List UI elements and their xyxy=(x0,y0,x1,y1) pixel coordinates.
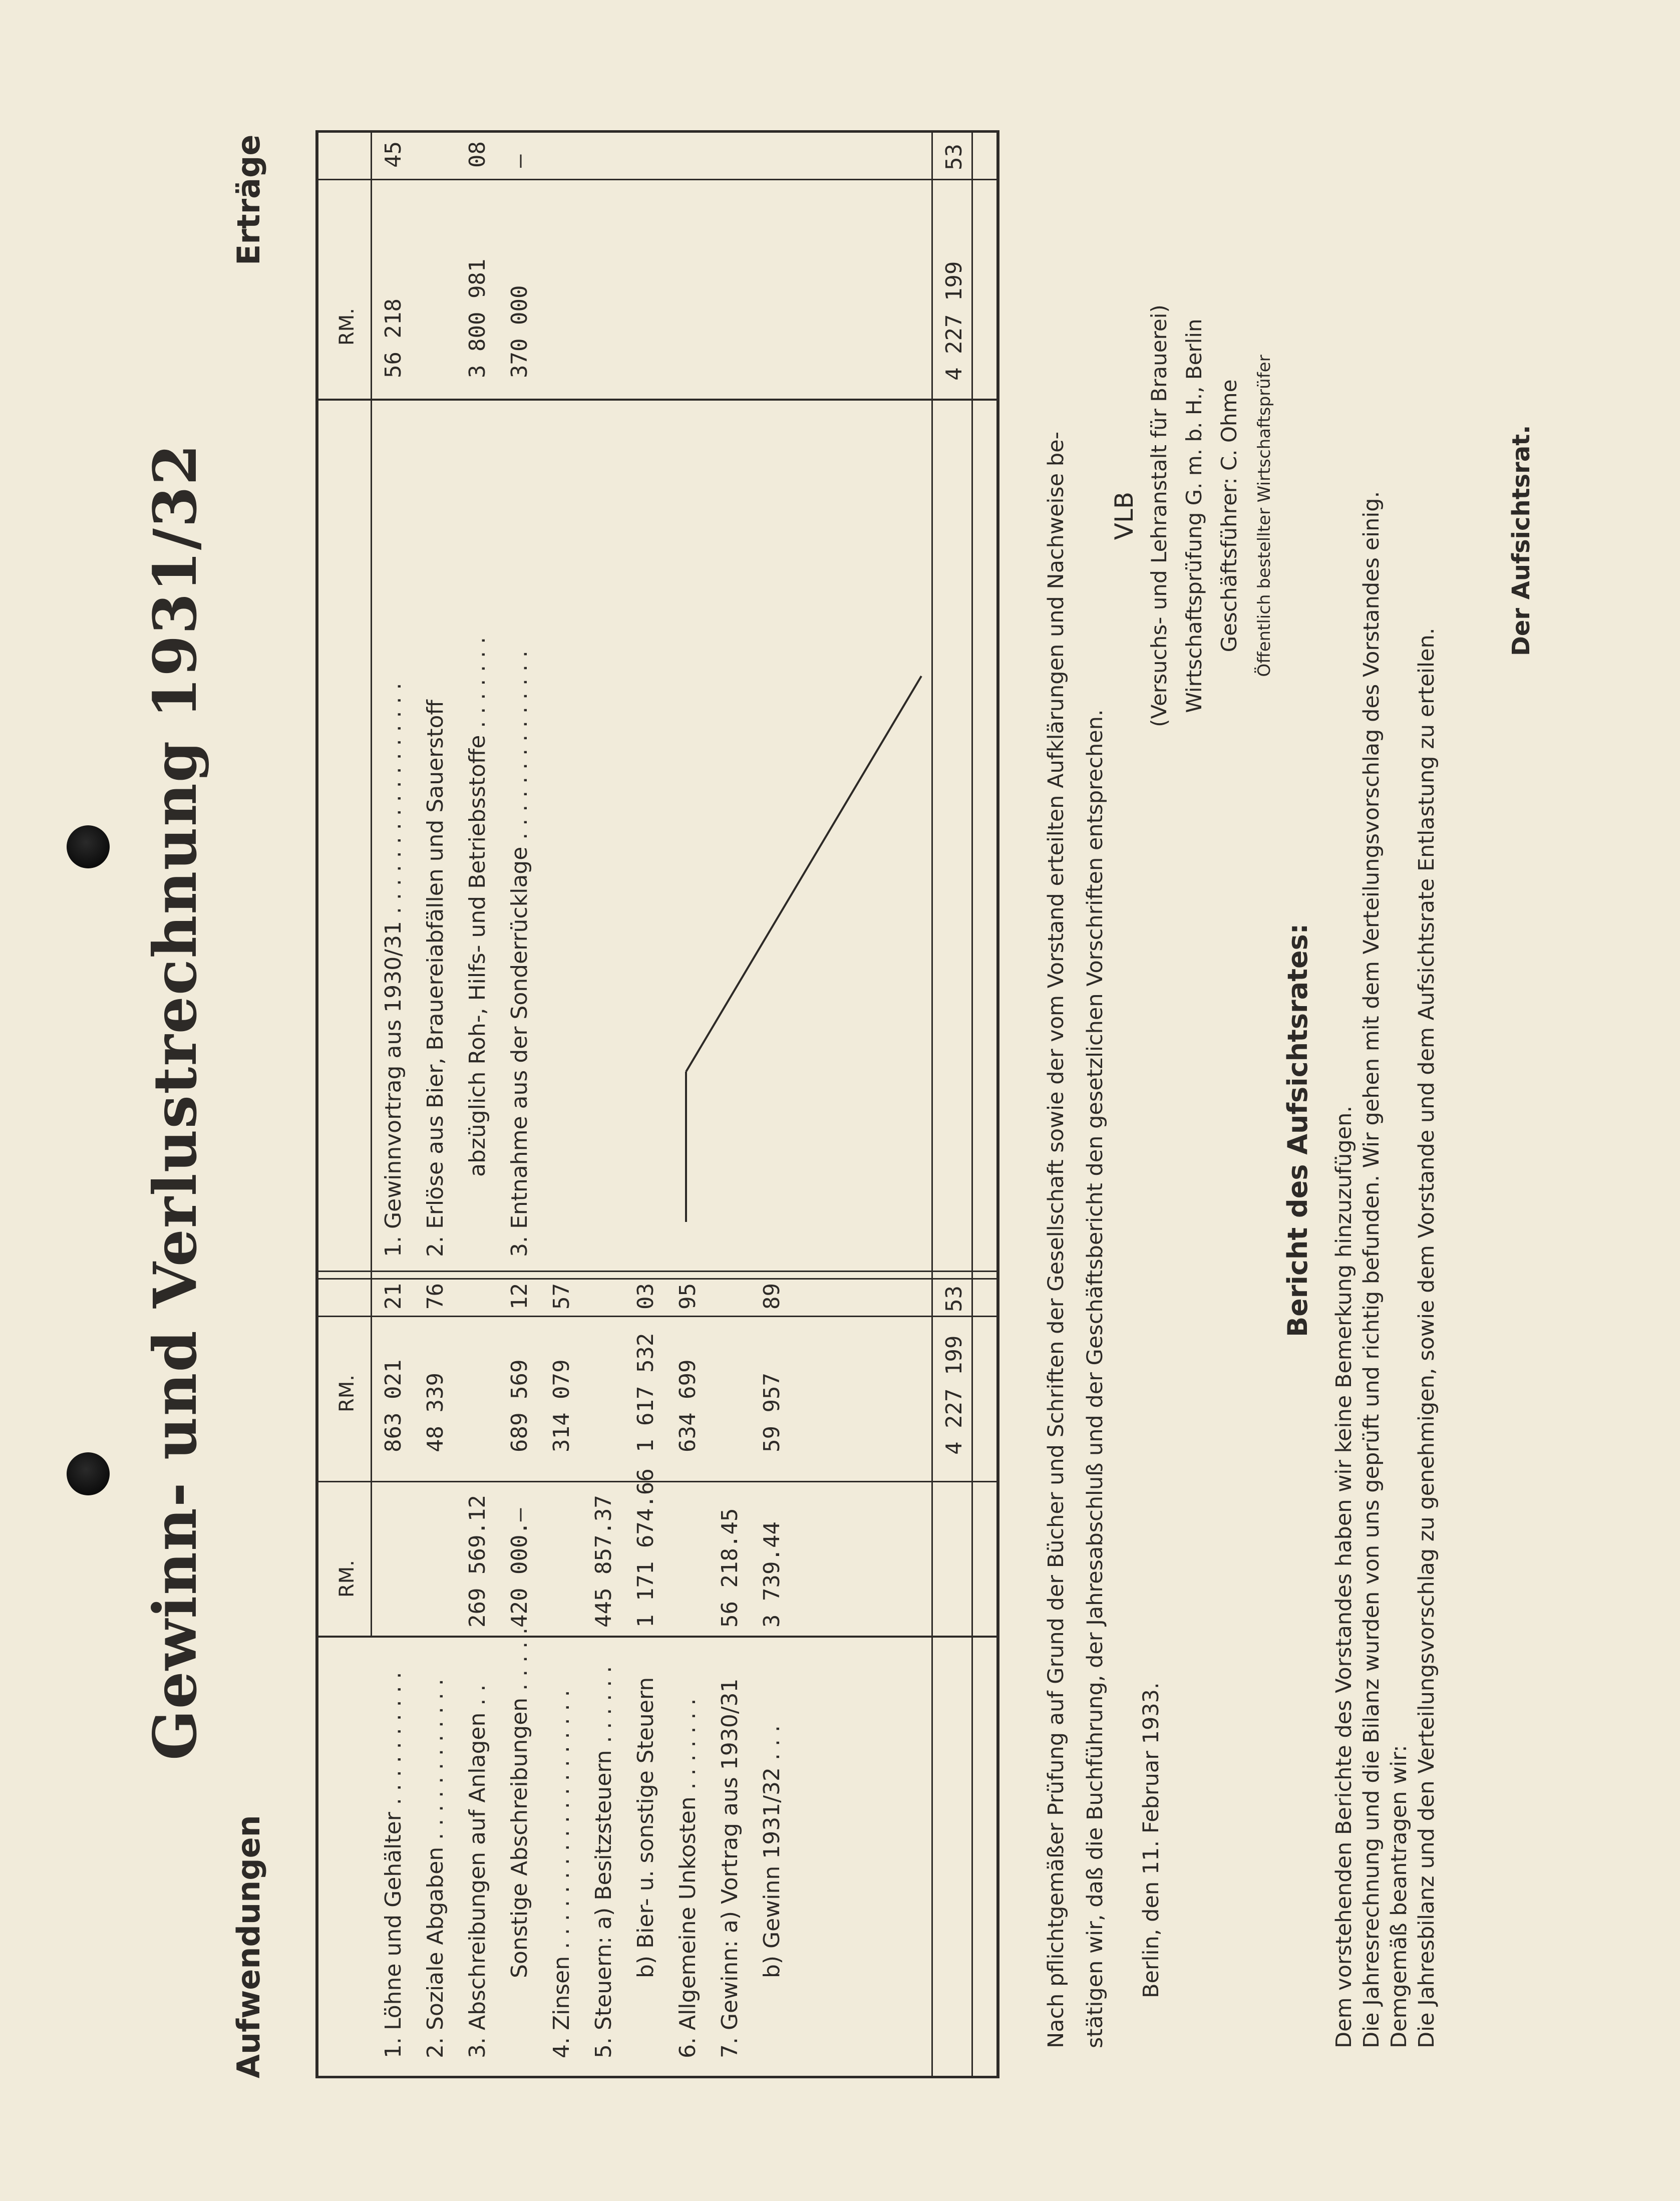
expenses-total-pf: 53 xyxy=(941,1286,967,1312)
expense-pfennig: 89 xyxy=(759,1283,785,1310)
income-label: 1. Gewinnvortrag aus 1930/31 . . . . . . . . . . . . . . . . . xyxy=(381,683,406,1257)
auditor-block xyxy=(1107,265,1282,766)
punch-hole-bottom xyxy=(67,1452,110,1495)
expense-pfennig: 03 xyxy=(633,1283,658,1310)
expense-pfennig: 12 xyxy=(507,1283,532,1310)
income-label: abzüglich Roh-, Hilfs- und Betriebsstoffe . . . . . . . xyxy=(465,637,490,1177)
expense-label: 6. Allgemeine Unkosten . . . . . . . xyxy=(675,1698,701,2058)
auditor-line-4: Öffentlich bestellter Wirtschaftsprüfer xyxy=(1254,355,1274,677)
expenses-heading: Aufwendungen xyxy=(230,1815,267,2078)
board-text-3: Demgemäß beantragen wir: xyxy=(1387,1745,1412,2048)
board-text-1: Dem vorstehenden Berichte des Vorstandes haben wir keine Bemerkung hinzuzufügen. xyxy=(1331,1105,1357,2048)
expense-pfennig: 57 xyxy=(549,1283,574,1310)
expense-label: 3. Abschreibungen auf Anlagen . . xyxy=(465,1684,490,2058)
board-heading: Bericht des Aufsichtsrates: xyxy=(1282,923,1313,1337)
page-title: Gewinn- und Verlustrechnung 1931/32 xyxy=(140,443,210,1761)
income-pfennig: 08 xyxy=(465,141,490,168)
audit-text-1: Nach pflichtgemäßer Prüfung auf Grund der Bücher und Schriften der Gesellschaft sowie der vom Vorstand erteilten Aufklärungen und Nachweise be- xyxy=(1044,431,1069,2048)
board-text-2: Die Jahresrechnung und die Bilanz wurden von uns geprüft und richtig befunden. Wir gehen mit dem Verteilungsvorschlag des Vorstandes einig. xyxy=(1359,491,1384,2048)
expense-amount: 48 339 xyxy=(423,1373,448,1452)
income-heading: Erträge xyxy=(230,134,267,265)
expense-sub-amount: 3 739.44 xyxy=(759,1521,785,1628)
expense-label: Sonstige Abschreibungen . . . . . xyxy=(507,1627,532,1978)
expense-pfennig: 21 xyxy=(381,1283,406,1310)
income-pfennig: — xyxy=(507,154,532,168)
expense-label: b) Gewinn 1931/32 . . . xyxy=(759,1725,785,1978)
expense-label: 5. Steuern: a) Besitzsteuern . . . . . . xyxy=(591,1666,616,2058)
income-amount: 3 800 981 xyxy=(465,258,490,378)
expense-sub-amount: 420 000.— xyxy=(507,1508,532,1628)
board-signature: Der Aufsichtsrat. xyxy=(1507,425,1535,656)
income-total: 4 227 199 xyxy=(941,261,967,381)
currency-sub-header: RM. xyxy=(335,1559,359,1598)
expense-amount: 1 617 532 xyxy=(633,1333,658,1452)
rotated-document xyxy=(140,125,1535,2078)
place-date: Berlin, den 11. Februar 1933. xyxy=(1139,1682,1164,1998)
income-pfennig: 45 xyxy=(381,141,406,168)
auditor-line-1: (Versuchs- und Lehranstalt für Brauerei) xyxy=(1147,304,1171,727)
expense-sub-amount: 445 857.37 xyxy=(591,1495,616,1628)
currency-income-header: RM. xyxy=(335,307,359,346)
punch-hole-top xyxy=(67,825,110,868)
strike-line xyxy=(686,671,926,1072)
currency-main-header: RM. xyxy=(335,1374,359,1412)
auditor-line-3: Geschäftsführer: C. Ohme xyxy=(1217,379,1241,653)
board-text-4: Die Jahresbilanz und den Verteilungsvorschlag zu genehmigen, sowie dem Vorstande und dem Aufsichtsrate Entlastung zu erteilen. xyxy=(1414,627,1439,2048)
expense-amount: 314 079 xyxy=(549,1359,574,1452)
expense-label: 1. Löhne und Gehälter . . . . . . . . . . xyxy=(381,1672,406,2058)
expense-label: 7. Gewinn: a) Vortrag aus 1930/31 xyxy=(717,1678,743,2058)
expense-amount: 689 569 xyxy=(507,1359,532,1452)
expense-label: b) Bier- u. sonstige Steuern xyxy=(633,1677,658,1978)
expense-pfennig: 76 xyxy=(423,1283,448,1310)
income-total-pf: 53 xyxy=(941,144,967,170)
expense-pfennig: 95 xyxy=(675,1283,701,1310)
auditor-line-2: Wirtschaftsprüfung G. m. b. H., Berlin xyxy=(1182,319,1206,713)
income-amount: 370 000 xyxy=(507,285,532,378)
auditor-name: VLB xyxy=(1110,491,1139,540)
expense-label: 4. Zinsen . . . . . . . . . . . . . . . . . . . xyxy=(549,1690,574,2058)
income-amount: 56 218 xyxy=(381,298,406,378)
income-label: 2. Erlöse aus Bier, Brauereiabfällen und Sauerstoff xyxy=(423,700,448,1257)
expense-sub-amount: 56 218.45 xyxy=(717,1508,743,1628)
audit-text-2: stätigen wir, daß die Buchführung, der Jahresabschluß und der Geschäftsbericht den gesetzlichen Vorschriften entsprechen. xyxy=(1083,709,1108,2048)
expenses-total: 4 227 199 xyxy=(941,1335,967,1455)
expense-sub-amount: 269 569.12 xyxy=(465,1495,490,1628)
expense-amount: 863 021 xyxy=(381,1359,406,1452)
income-label: 3. Entnahme aus der Sonderrücklage . . . . . . . . . . . . . . xyxy=(507,651,532,1257)
expense-amount: 59 957 xyxy=(759,1373,785,1452)
expense-amount: 634 699 xyxy=(675,1359,701,1452)
expense-sub-amount: 1 171 674.66 xyxy=(633,1468,658,1628)
expense-label: 2. Soziale Abgaben . . . . . . . . . . . . xyxy=(423,1679,448,2058)
